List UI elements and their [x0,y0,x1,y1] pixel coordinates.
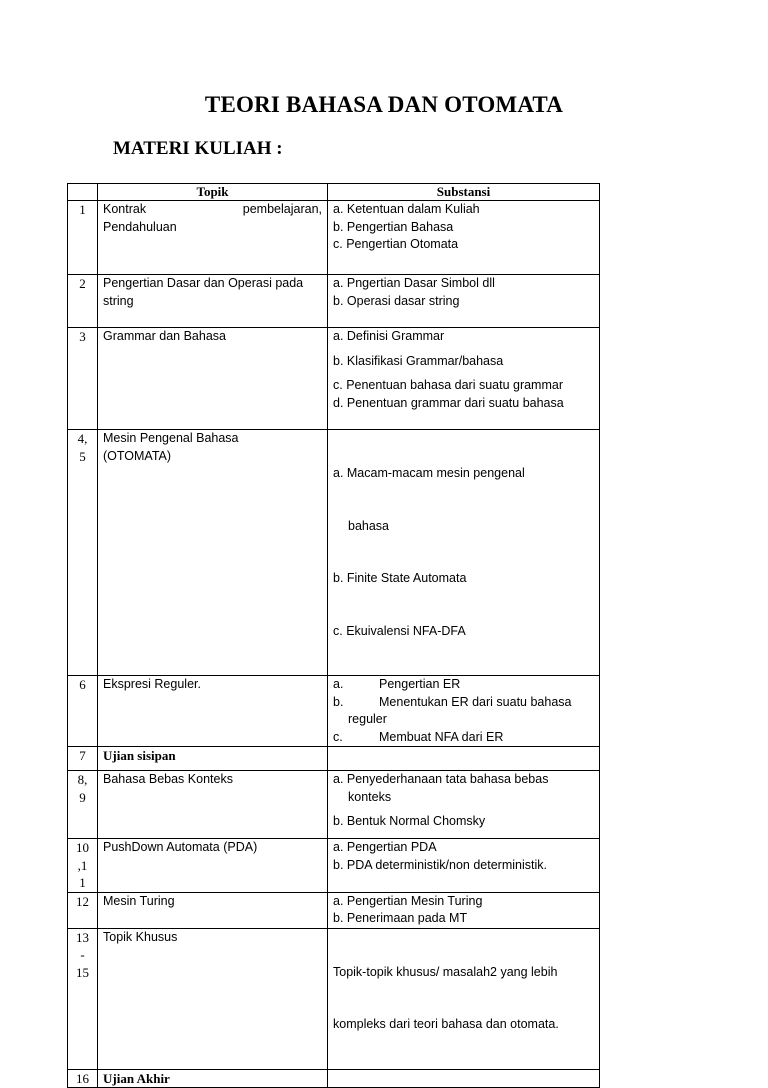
substance-item: reguler [348,712,387,726]
topic-cell: Mesin Turing [98,892,328,928]
topic-cell: Bahasa Bebas Konteks [98,771,328,839]
table-row [68,747,600,771]
row-number: 12 [68,892,98,928]
substance-item: c. Ekuivalensi NFA-DFA [333,623,466,638]
substance-item: bahasa [348,518,390,533]
header-no [68,184,98,201]
table-row [68,839,600,893]
row-number: 13 - 15 [68,928,98,1069]
table-row [68,275,600,328]
substance-item: b. Bentuk Normal Chomsky [333,814,486,828]
topic-cell: Kontrak pembelajaran, Pendahuluan [98,201,328,275]
substance-cell [328,839,600,893]
row-number: 10 ,1 1 [68,839,98,893]
table-row [68,430,600,676]
row-number: 2 [68,275,98,328]
table-header-row [68,184,600,201]
substance-item: a. Pengertian ER [333,677,461,691]
table-row [68,771,600,839]
topic-cell: Ujian sisipan [98,747,328,771]
substance-item: kompleks dari teori bahasa dan otomata. [333,1017,559,1031]
substance-item: c. Penentuan bahasa dari suatu grammar [333,378,563,392]
substance-cell [328,771,600,839]
substance-cell [328,275,600,328]
topic-cell: Grammar dan Bahasa [98,328,328,430]
row-number: 3 [68,328,98,430]
table-row [68,201,600,275]
row-number: 6 [68,676,98,747]
substance-item: a. Penyederhanaan tata bahasa bebas [333,772,549,786]
substance-item: a. Pngertian Dasar Simbol dll [333,276,495,290]
substance-cell [328,892,600,928]
table-row [68,892,600,928]
topic-cell: Pengertian Dasar dan Operasi pada string [98,275,328,328]
substance-cell [328,201,600,275]
substance-item: a. Ketentuan dalam Kuliah [333,202,480,216]
row-number: 7 [68,747,98,771]
topic-cell: Topik Khusus [98,928,328,1069]
substance-item: c. Pengertian Otomata [333,237,459,251]
header-topik: Topik [98,184,328,201]
substance-cell [328,928,600,1069]
course-table [67,183,600,1088]
substance-cell [328,328,600,430]
substance-item: a. Pengertian PDA [333,840,437,854]
substance-item: Topik-topik khusus/ masalah2 yang lebih [333,964,558,979]
table-row [68,676,600,747]
substance-cell [328,747,600,771]
substance-item: b. Operasi dasar string [333,293,460,308]
substance-item: c. Membuat NFA dari ER [333,729,504,744]
substance-item: b. PDA deterministik/non deterministik. [333,857,547,872]
topic-cell: Ujian Akhir [98,1069,328,1088]
substance-cell [328,430,600,676]
substance-item: konteks [348,789,392,804]
substance-item: b. Klasifikasi Grammar/bahasa [333,353,504,368]
row-number: 16 [68,1069,98,1088]
substance-item: a. Macam-macam mesin pengenal [333,466,525,480]
table-row [68,328,600,430]
topic-cell: PushDown Automata (PDA) [98,839,328,893]
row-number: 4, 5 [68,430,98,676]
topic-cell: Mesin Pengenal Bahasa (OTOMATA) [98,430,328,676]
header-substansi: Substansi [328,184,600,201]
substance-item: d. Penentuan grammar dari suatu bahasa [333,395,564,410]
row-number: 8, 9 [68,771,98,839]
substance-item: a. Definisi Grammar [333,329,445,343]
row-number: 1 [68,201,98,275]
substance-item: b. Pengertian Bahasa [333,219,454,234]
substance-item: b. Finite State Automata [333,571,467,585]
substance-item: a. Pengertian Mesin Turing [333,893,483,908]
substance-cell [328,676,600,747]
substance-item: b. Penerimaan pada MT [333,911,468,925]
substance-cell [328,1069,600,1088]
table-row [68,928,600,1069]
page-title: TEORI BAHASA DAN OTOMATA [204,92,564,117]
topic-cell: Ekspresi Reguler. [98,676,328,747]
substance-item: b. Menentukan ER dari suatu bahasa [333,694,572,709]
section-heading: MATERI KULIAH : [113,138,283,159]
table-row [68,1069,600,1088]
topic-line: Kontrak pembelajaran, [103,202,322,216]
